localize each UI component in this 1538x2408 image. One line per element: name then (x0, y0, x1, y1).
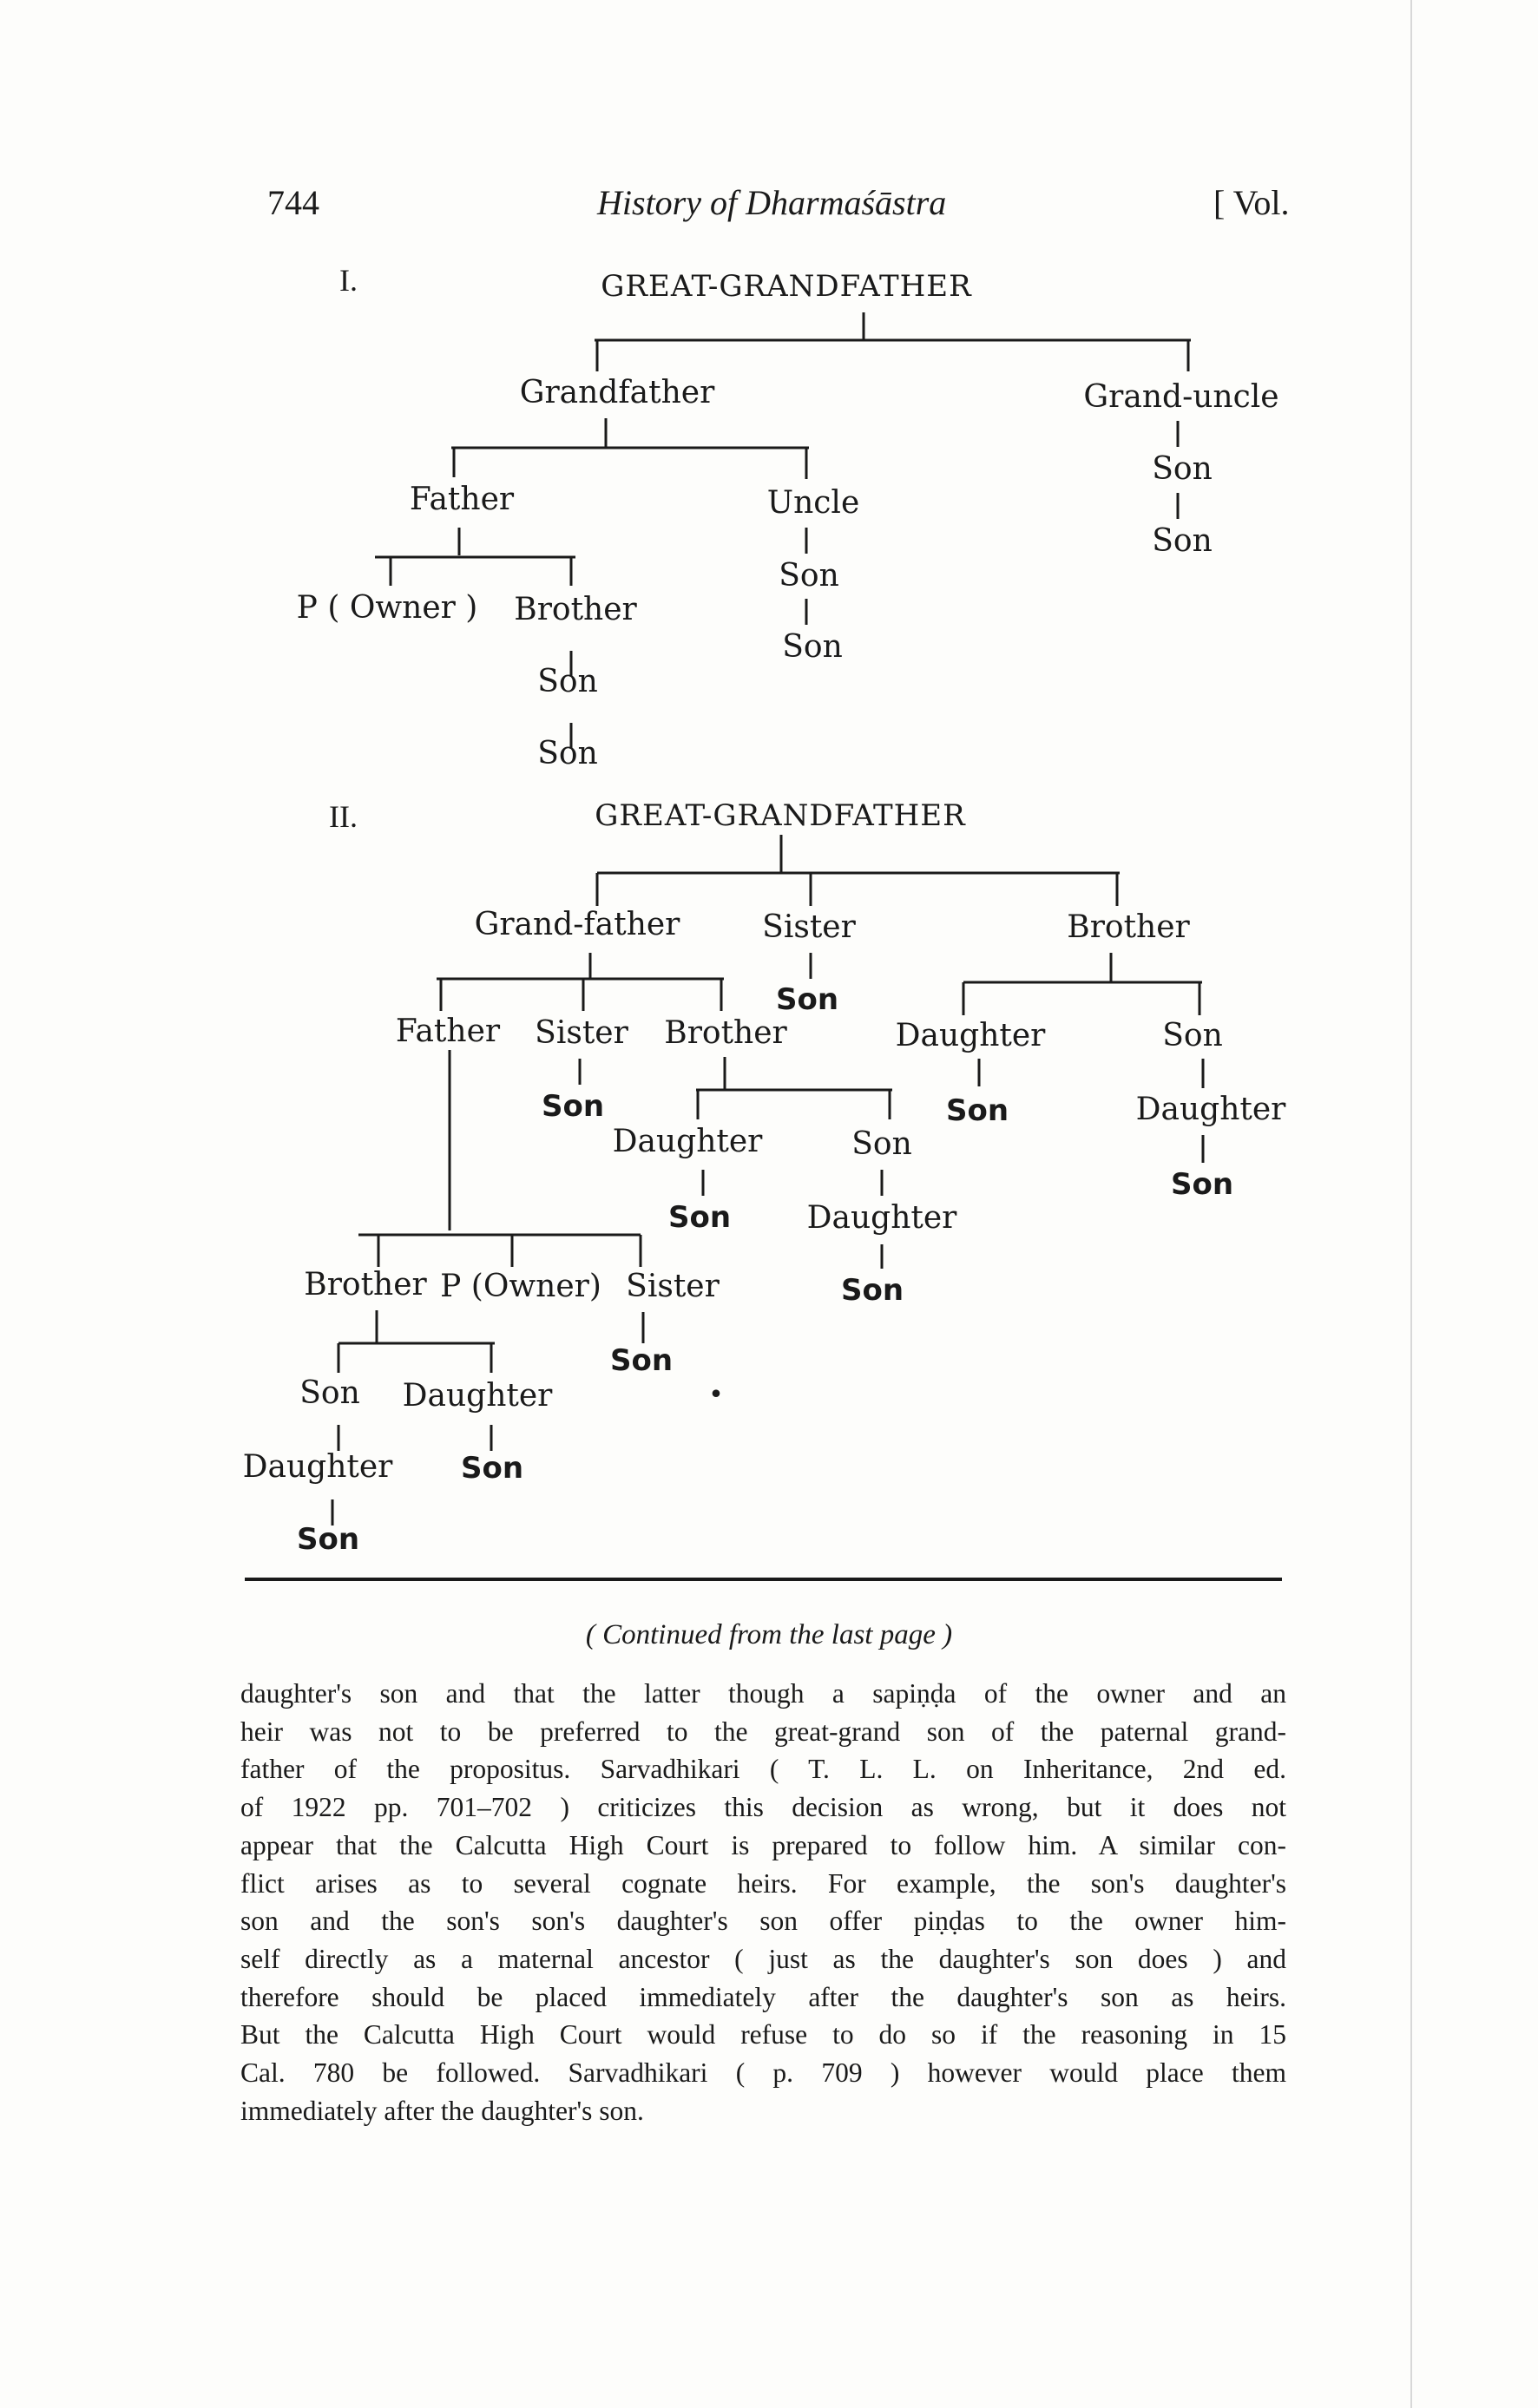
t2-b-son-daughter-son: Son (296, 1522, 360, 1557)
t1-brother: Brother (514, 592, 637, 627)
t1-uncle-son: Son (779, 558, 839, 594)
t2-gfb-son-daughter: Daughter (1135, 1092, 1286, 1127)
text-line: self directly as a maternal ancestor ( just as the daughter's son does ) and (240, 1943, 1286, 1974)
t2-gf-brother: Brother (1067, 909, 1190, 945)
t1-grand-uncle-son: Son (1152, 451, 1213, 487)
t1-brother-son: Son (537, 664, 598, 699)
t2-gfb-son-daughter-son: Son (1170, 1167, 1234, 1202)
page-number: 744 (267, 183, 319, 222)
t2-father: Father (395, 1014, 501, 1049)
t2-b-daughter: Daughter (402, 1378, 553, 1414)
t2-f-sister: Sister (535, 1015, 628, 1051)
t2-grandfather: Grand-father (474, 907, 680, 942)
t1-uncle: Uncle (766, 485, 860, 521)
stray-dot-mark: • (708, 1380, 724, 1410)
t2-gf-sister: Sister (762, 909, 856, 945)
t2-f-sister-son: Son (541, 1089, 605, 1124)
text-line: immediately after the daughter's son. (240, 2095, 644, 2126)
t1-grand-uncle-grandson: Son (1152, 523, 1213, 559)
text-line: But the Calcutta High Court would refuse to do so if the reasoning in 15 (240, 2019, 1286, 2050)
text-line: daughter's son and that the latter though a sapiṇḍa of the owner and an (240, 1678, 1286, 1709)
t1-father: Father (409, 482, 515, 517)
t2-f-brother: Brother (664, 1015, 787, 1051)
t2-gf-sister-son: Son (775, 982, 839, 1017)
text-line: heir was not to be preferred to the great-grand son of the paternal grand- (240, 1716, 1286, 1747)
tree-one-numeral: I. (339, 263, 358, 298)
t2-b-daughter-son: Son (460, 1451, 524, 1486)
t2-great-grandfather: GREAT-GRANDFATHER (595, 798, 966, 833)
footnote-rule (245, 1578, 1282, 1581)
t2-owner: P (Owner) (440, 1269, 601, 1304)
t2-fb-son-daughter: Daughter (806, 1200, 957, 1236)
t1-great-grandfather: GREAT-GRANDFATHER (601, 269, 972, 304)
running-title: History of Dharmaśāstra (597, 183, 947, 222)
text-line: of 1922 pp. 701–702 ) criticizes this decision as wrong, but it does not (240, 1792, 1286, 1823)
text-line: flict arises as to several cognate heirs. For example, the son's daughter's (240, 1867, 1286, 1899)
t1-uncle-grandson: Son (782, 629, 843, 665)
t2-fb-son: Son (851, 1126, 912, 1162)
text-line: appear that the Calcutta High Court is prepared to follow him. A similar con- (240, 1829, 1286, 1860)
t2-gfb-daughter-son: Son (945, 1093, 1009, 1128)
text-line: Cal. 780 be followed. Sarvadhikari ( p. 709 ) however would place them (240, 2057, 1286, 2089)
continuation-note: ( Continued from the last page ) (585, 1619, 953, 1650)
text-line: father of the propositus. Sarvadhikari ( T. L. L. on Inheritance, 2nd ed. (240, 1754, 1286, 1785)
t1-grand-uncle: Grand-uncle (1083, 379, 1279, 415)
t2-fb-daughter-son: Son (667, 1200, 732, 1235)
tree-two-numeral: II. (329, 799, 358, 834)
t2-brother: Brother (304, 1267, 427, 1302)
t2-sister-son: Son (609, 1343, 674, 1378)
t2-fb-daughter: Daughter (612, 1124, 763, 1159)
volume-marker: [ Vol. (1213, 183, 1290, 222)
t2-sister: Sister (626, 1269, 720, 1304)
t2-b-son: Son (299, 1375, 360, 1411)
t1-owner: P ( Owner ) (296, 590, 478, 626)
t1-brother-grandson: Son (537, 736, 598, 771)
t2-b-son-daughter: Daughter (242, 1449, 393, 1485)
text-line: therefore should be placed immediately after the daughter's son as heirs. (240, 1981, 1286, 2012)
t1-grandfather: Grandfather (519, 375, 715, 410)
footnote-body (240, 1675, 1286, 2129)
t2-gfb-son: Son (1162, 1018, 1223, 1053)
t2-fb-son-daughter-son: Son (840, 1273, 904, 1308)
text-line: son and the son's son's daughter's son offer piṇḍas to the owner him- (240, 1906, 1286, 1937)
t2-gfb-daughter: Daughter (895, 1018, 1046, 1053)
